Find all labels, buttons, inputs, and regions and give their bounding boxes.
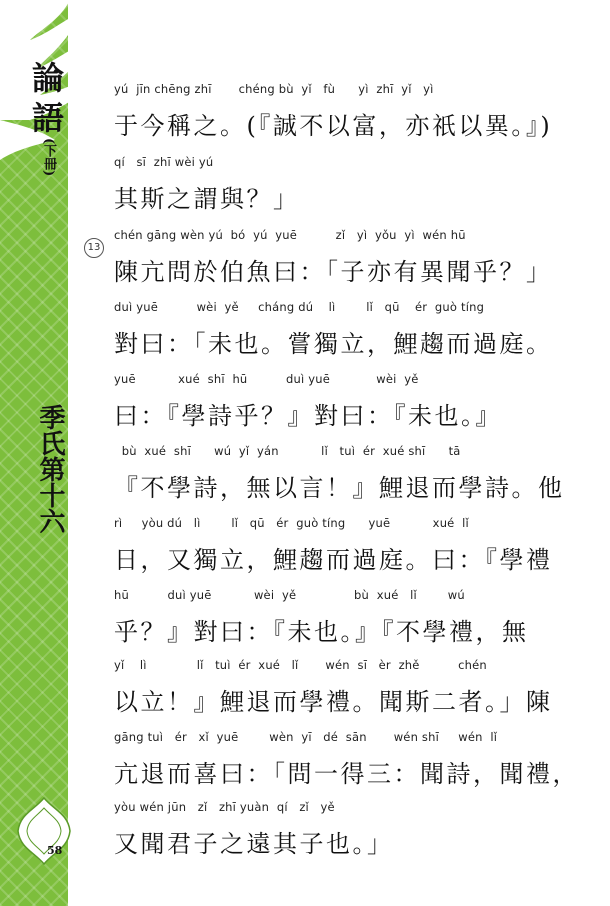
- pinyin-row: yú jīn chēng zhī chéng bù yǐ fù yì zhī yǐ yì: [114, 82, 434, 96]
- volume-label: (下冊): [41, 138, 56, 177]
- text-line: [114, 300, 584, 360]
- pinyin-row: yuē xué shī hū duì yuē wèi yě: [114, 372, 419, 386]
- text-line: [114, 155, 584, 215]
- pinyin-row: yòu wén jūn zǐ zhī yuàn qí zǐ yě: [114, 800, 335, 814]
- pinyin-row: gāng tuì ér xǐ yuē wèn yī dé sān wén shī wén lǐ: [114, 730, 498, 744]
- hanzi-row: 亢退而喜曰：「問一得三：聞詩，聞禮，: [114, 760, 579, 788]
- pinyin-row: bù xué shī wú yǐ yán lǐ tuì ér xué shī tā: [114, 444, 461, 458]
- text-line: [114, 516, 584, 576]
- pinyin-row: hū duì yuē wèi yě bù xué lǐ wú: [114, 588, 465, 602]
- hanzi-row: 乎？』對曰：『未也。』『不學禮，無: [114, 618, 529, 646]
- text-line: [114, 800, 584, 860]
- text-line: [114, 444, 584, 504]
- hanzi-row: 以立！』鯉退而學禮。聞斯二者。」陳: [114, 688, 553, 716]
- hanzi-row: 陳亢問於伯魚曰：「子亦有異聞乎？」: [114, 258, 553, 286]
- hanzi-row: 對曰：「未也。嘗獨立，鯉趨而過庭。: [114, 330, 553, 358]
- text-line: [114, 82, 584, 142]
- hanzi-row: 曰：『學詩乎？』對曰：『未也。』: [114, 402, 502, 430]
- pinyin-row: yǐ lì lǐ tuì ér xué lǐ wén sī èr zhě chén: [114, 658, 487, 672]
- book-title: 論語: [31, 59, 64, 137]
- section-number-badge: 13: [84, 238, 104, 258]
- hanzi-row: 又聞君子之遠其子也。」: [114, 830, 394, 858]
- text-line: [114, 372, 584, 432]
- text-line: [114, 228, 584, 288]
- hanzi-row: 『不學詩，無以言！』鯉退而學詩。他: [114, 474, 565, 502]
- hanzi-row: 其斯之謂與？」: [114, 185, 300, 213]
- pinyin-row: chén gāng wèn yú bó yú yuē zǐ yì yǒu yì wén hū: [114, 228, 466, 242]
- pinyin-row: qí sī zhī wèi yú: [114, 155, 214, 169]
- page-number: 58: [47, 844, 63, 857]
- pinyin-row: duì yuē wèi yě cháng dú lì lǐ qū ér guò tíng: [114, 300, 485, 314]
- text-line: [114, 658, 584, 718]
- page-ornament-icon: [16, 796, 72, 866]
- text-line: [114, 588, 584, 648]
- chapter-title: 季氏第十六: [35, 404, 65, 534]
- hanzi-row: 日，又獨立，鯉趨而過庭。曰：『學禮: [114, 546, 553, 574]
- pinyin-row: rì yòu dú lì lǐ qū ér guò tíng yuē xué lǐ: [114, 516, 469, 530]
- text-line: [114, 730, 584, 790]
- hanzi-row: 于今稱之。(『誠不以富，亦祇以異。』): [114, 112, 553, 140]
